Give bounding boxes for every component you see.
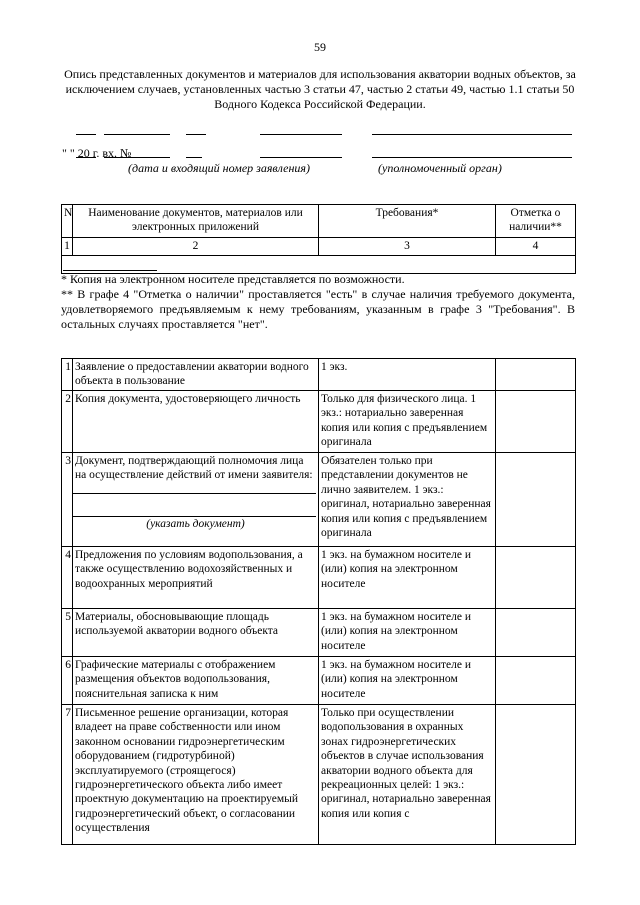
table-row <box>62 359 576 391</box>
row-number: 1 <box>62 359 73 391</box>
document-requirements: Только при осуществлении водопользования в охранных зонах гидроэнергетических объектов в случае использования акватории водного объекта для рекреационных целей: 1 экз.: оригинал, нотариально заверенная копия или копия с <box>319 705 496 845</box>
document-requirements: Только для физического лица. 1 экз.: нотариально заверенная копия или копия с предъявлением оригинала <box>319 391 496 453</box>
table-row <box>62 547 576 609</box>
table-row <box>62 705 576 845</box>
document-requirements: 1 экз. <box>319 359 496 391</box>
footnote-1: * Копия на электронном носителе представляется по возможности. <box>61 272 405 286</box>
document-requirements: Обязателен только при представлении документов не лично заявителем. 1 экз.: оригинал, нотариально заверенная копия или копия с предъявлением оригинала <box>319 453 496 547</box>
document-mark <box>496 657 576 705</box>
page-number: 59 <box>314 40 326 54</box>
col-number-3: 3 <box>319 238 496 256</box>
col-header-number: N <box>62 205 73 238</box>
document-name: Предложения по условиям водопользования, а также осуществлению водохозяйственных и водоохранных мероприятий <box>73 547 319 609</box>
document-requirements: 1 экз. на бумажном носителе и (или) копия на электронном носителе <box>319 609 496 657</box>
document-name: Копия документа, удостоверяющего личность <box>73 391 319 453</box>
footnotes <box>61 272 575 332</box>
document-name: Заявление о предоставлении акватории водного объекта в пользование <box>73 359 319 391</box>
authority-caption: (уполномоченный орган) <box>378 161 502 175</box>
table-row <box>62 657 576 705</box>
document-mark <box>496 359 576 391</box>
row-number: 2 <box>62 391 73 453</box>
col-header-mark: Отметка о наличии** <box>496 205 576 238</box>
footnote-rule <box>63 270 157 271</box>
document-name: Материалы, обосновывающие площадь используемой акватории водного объекта <box>73 609 319 657</box>
table-row <box>62 453 576 547</box>
authority-field <box>372 133 572 175</box>
table-row <box>62 609 576 657</box>
document-hint: (указать документ) <box>146 517 245 530</box>
row-number: 3 <box>62 453 73 547</box>
date-caption: (дата и входящий номер заявления) <box>128 161 310 175</box>
date-number-field <box>62 133 352 175</box>
document-requirements: 1 экз. на бумажном носителе и (или) копия на электронном носителе <box>319 547 496 609</box>
document-mark <box>496 609 576 657</box>
col-number-1: 1 <box>62 238 73 256</box>
document-mark <box>496 391 576 453</box>
documents-table <box>61 358 576 845</box>
col-number-2: 2 <box>73 238 319 256</box>
col-header-requirements: Требования* <box>319 205 496 238</box>
document-requirements: 1 экз. на бумажном носителе и (или) копия на электронном носителе <box>319 657 496 705</box>
document-mark <box>496 453 576 547</box>
document-name: Письменное решение организации, которая владеет на праве собственности или ином законном основании гидроэнергетическим оборудованием (гидротурбиной) эксплуатируемого (строящегося) гидроэнергетического объекта либо имеет проектную документацию на проектируемый гидроэнергетический объект, о согласовании осуществления <box>73 705 319 845</box>
document-mark <box>496 547 576 609</box>
col-header-name: Наименование документов, материалов или электронных приложений <box>73 205 319 238</box>
col-number-4: 4 <box>496 238 576 256</box>
document-name-text: Документ, подтверждающий полномочия лица на осуществление действий от имени заявителя: <box>75 455 313 482</box>
date-line: " " 20 г. вх. № <box>62 146 132 160</box>
table-row <box>62 391 576 453</box>
document-mark <box>496 705 576 845</box>
document-title: Опись представленных документов и материалов для использования акватории водных объектов, за исключением случаев, установленных частью 3 статьи 47, частью 2 статьи 49, частью 1.1 статьи 50 Водного Кодекса Российской Федерации. <box>64 67 576 111</box>
document-name <box>73 453 319 547</box>
row-number: 5 <box>62 609 73 657</box>
row-number: 4 <box>62 547 73 609</box>
footnote-2: ** В графе 4 "Отметка о наличии" проставляется "есть" в случае наличия требуемого документа, удовлетворяемого предъявляемым к нему требованиям, указанным в графе 3 "Требования". В остальных случаях проставляется "нет". <box>61 287 575 331</box>
row-number: 6 <box>62 657 73 705</box>
document-name: Графические материалы с отображением размещения объектов водопользования, пояснительная записка к ним <box>73 657 319 705</box>
header-table <box>61 204 576 274</box>
row-number: 7 <box>62 705 73 845</box>
